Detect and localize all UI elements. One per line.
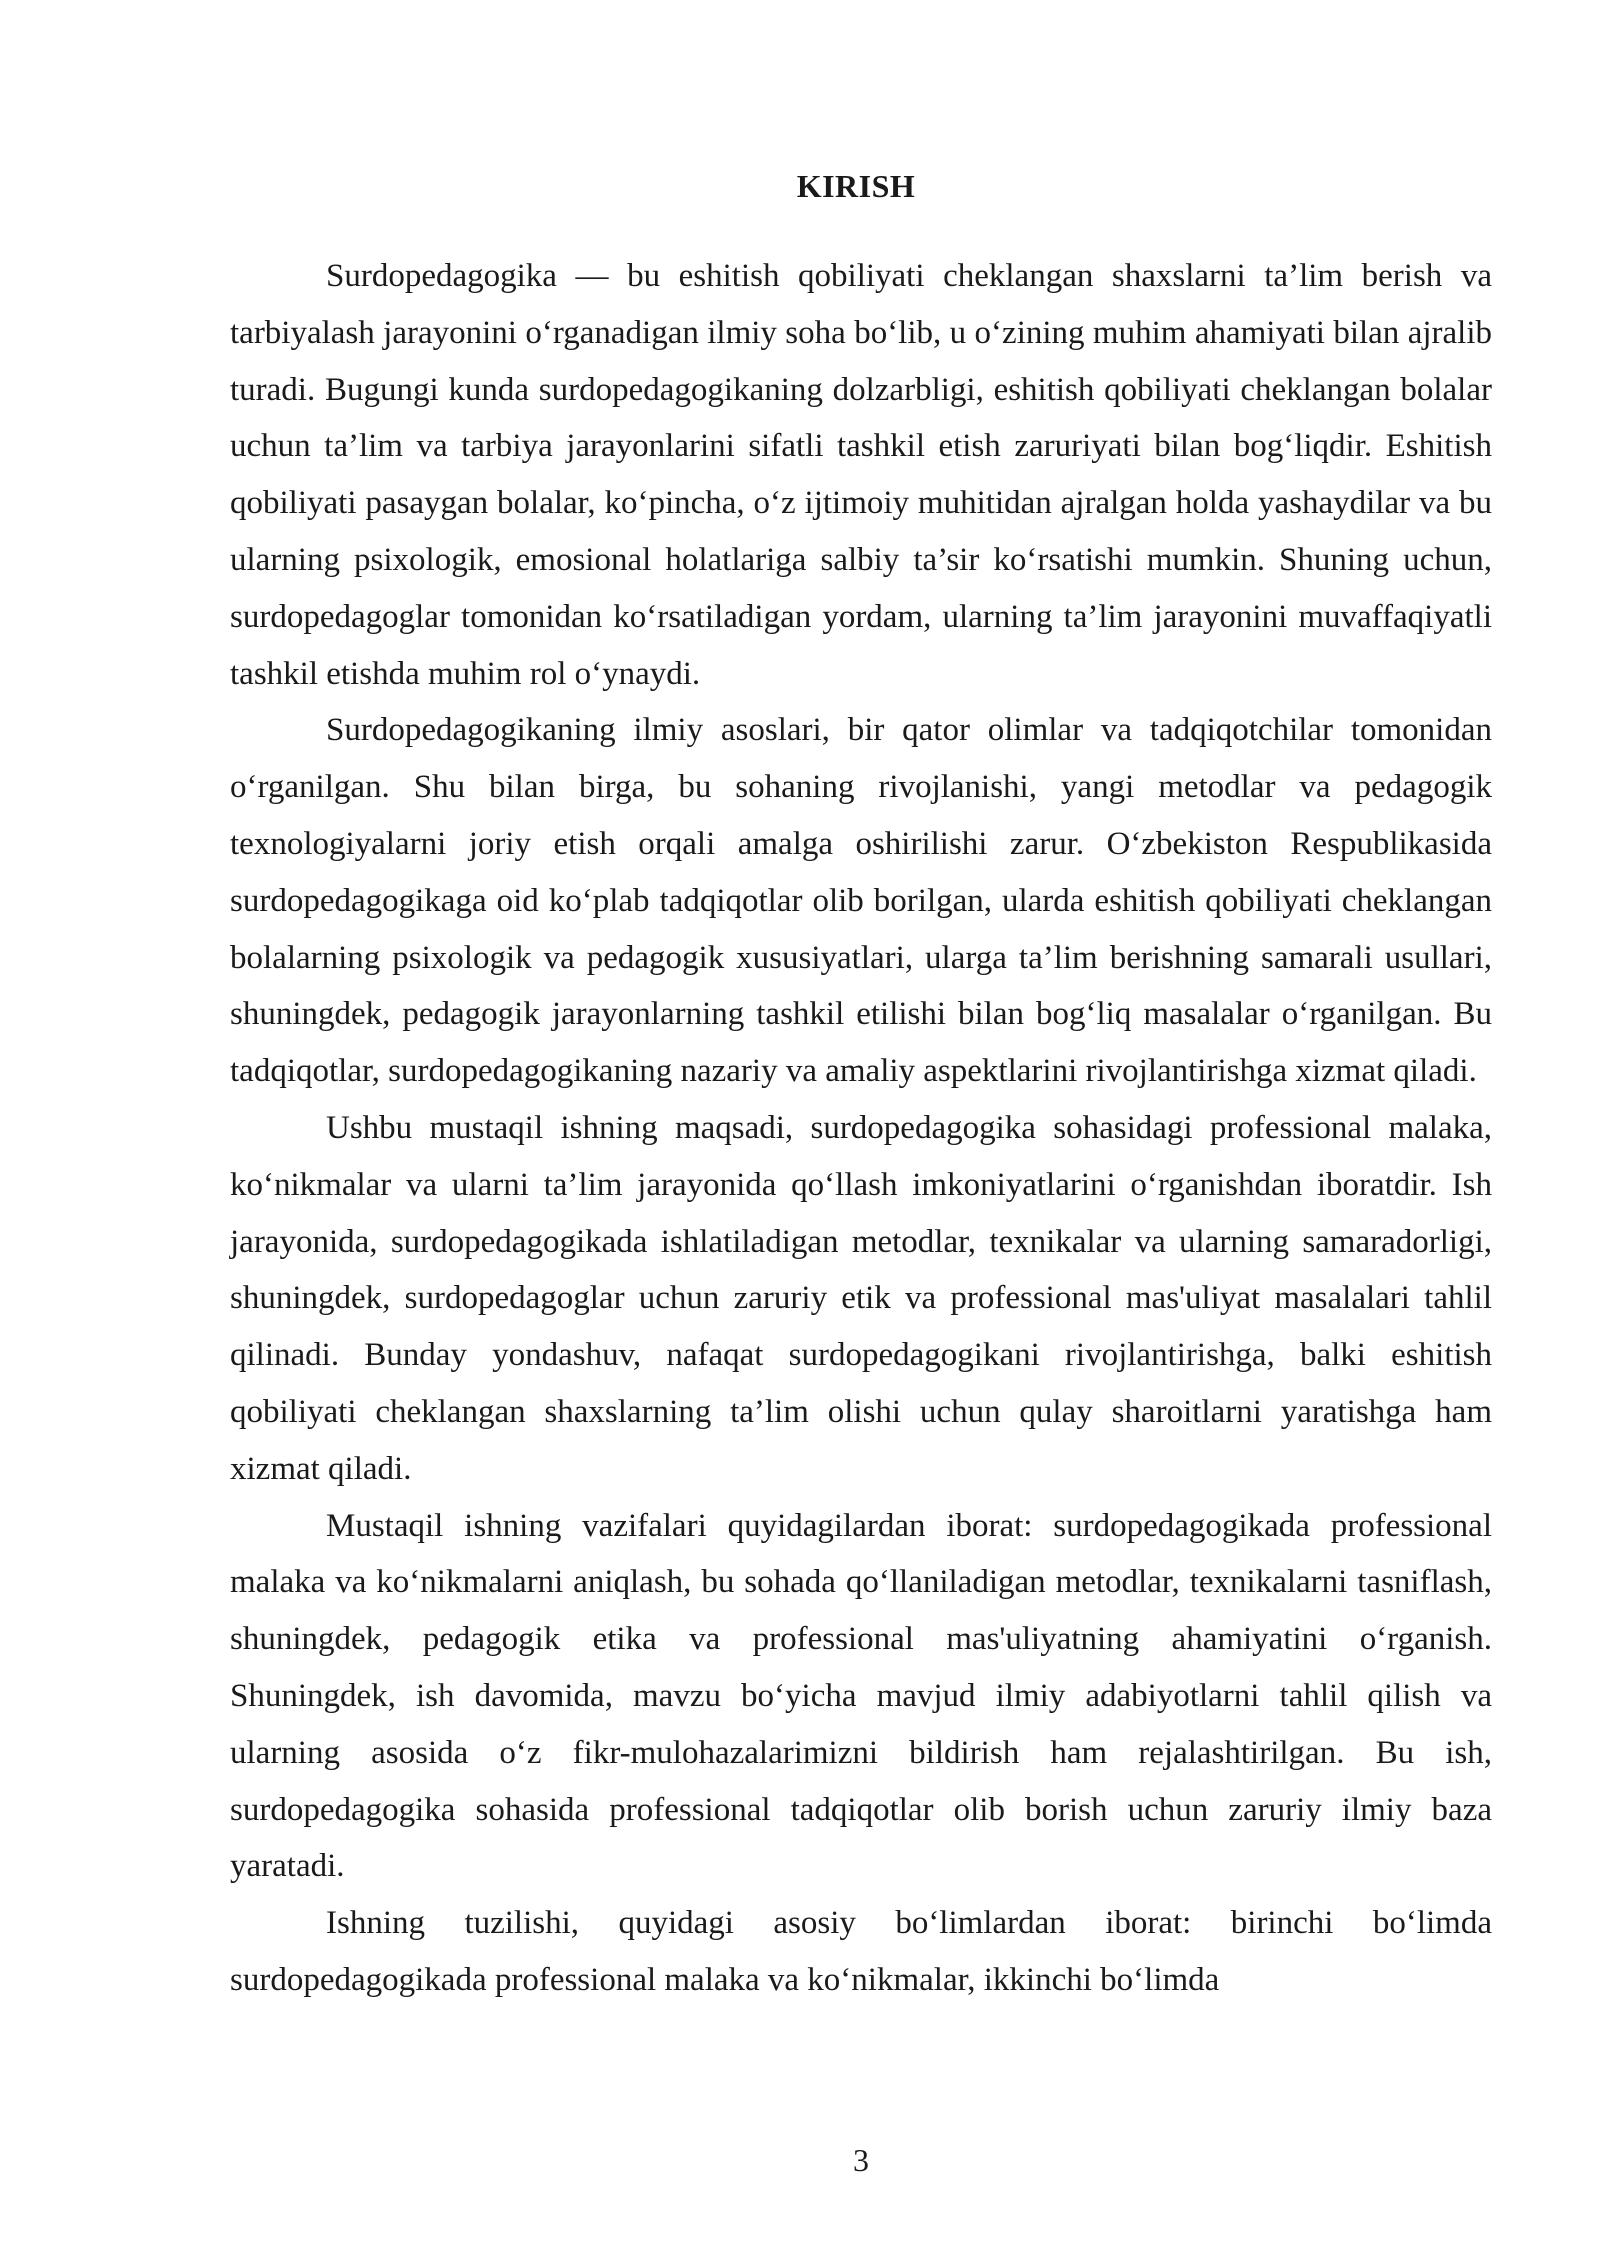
paragraph-2: Surdopedagogikaning ilmiy asoslari, bir qator olimlar va tadqiqotchilar tomonidan o‘rganilgan. Shu bilan birga, bu sohaning rivojlanishi, yangi metodlar va pedagogik texnologiyalarni joriy etish orqali amalga oshirilishi zarur. O‘zbekiston Respublikasida surdopedagogikaga oid ko‘plab tadqiqotlar olib borilgan, ularda eshitish qobiliyati cheklangan bolalarning psixologik va pedagogik xususiyatlari, ularga ta’lim berishning samarali usullari, shuningdek, pedagogik jarayonlarning tashkil etilishi bilan bog‘liq masalalar o‘rganilgan. Bu tadqiqotlar, surdopedagogikaning nazariy va amaliy aspektlarini rivojlantirishga xizmat qiladi. [230,712,1492,1090]
page-number: 3 [853,2142,869,2178]
body-text [230,248,1492,2009]
paragraph-4: Mustaqil ishning vazifalari quyidagilardan iborat: surdopedagogikada professional malaka va ko‘nikmalarni aniqlash, bu sohada qo‘llaniladigan metodlar, texnikalarni tasniflash, shuningdek, pedagogik etika va professional mas'uliyatning ahamiyatini o‘rganish. Shuningdek, ish davomida, mavzu bo‘yicha mavjud ilmiy adabiyotlarni tahlil qilish va ularning asosida o‘z fikr-mulohazalarimizni bildirish ham rejalashtirilgan. Bu ish, surdopedagogika sohasida professional tadqiqotlar olib borish uchun zaruriy ilmiy baza yaratadi. [230,1507,1492,1885]
paragraph-5: Ishning tuzilishi, quyidagi asosiy bo‘limlardan iborat: birinchi bo‘limda surdopedagogikada professional malaka va ko‘nikmalar, ikkinchi bo‘limda [230,1905,1492,1998]
section-heading: KIRISH [796,168,916,204]
paragraph-1: Surdopedagogika — bu eshitish qobiliyati cheklangan shaxslarni ta’lim berish va tarbiyalash jarayonini o‘rganadigan ilmiy soha bo‘lib, u o‘zining muhim ahamiyati bilan ajralib turadi. Bugungi kunda surdopedagogikaning dolzarbligi, eshitish qobiliyati cheklangan bolalar uchun ta’lim va tarbiya jarayonlarini sifatli tashkil etish zaruriyati bilan bog‘liqdir. Eshitish qobiliyati pasaygan bolalar, ko‘pincha, o‘z ijtimoiy muhitidan ajralgan holda yashaydilar va bu ularning psixologik, emosional holatlariga salbiy ta’sir ko‘rsatishi mumkin. Shuning uchun, surdopedagoglar tomonidan ko‘rsatiladigan yordam, ularning ta’lim jarayonini muvaffaqiyatli tashkil etishda muhim rol o‘ynaydi. [230,258,1492,692]
paragraph-3: Ushbu mustaqil ishning maqsadi, surdopedagogika sohasidagi professional malaka, ko‘nikmalar va ularni ta’lim jarayonida qo‘llash imkoniyatlarini o‘rganishdan iboratdir. Ish jarayonida, surdopedagogikada ishlatiladigan metodlar, texnikalar va ularning samaradorligi, shuningdek, surdopedagoglar uchun zaruriy etik va professional mas'uliyat masalalari tahlil qilinadi. Bunday yondashuv, nafaqat surdopedagogikani rivojlantirishga, balki eshitish qobiliyati cheklangan shaxslarning ta’lim olishi uchun qulay sharoitlarni yaratishga ham xizmat qiladi. [230,1109,1492,1487]
